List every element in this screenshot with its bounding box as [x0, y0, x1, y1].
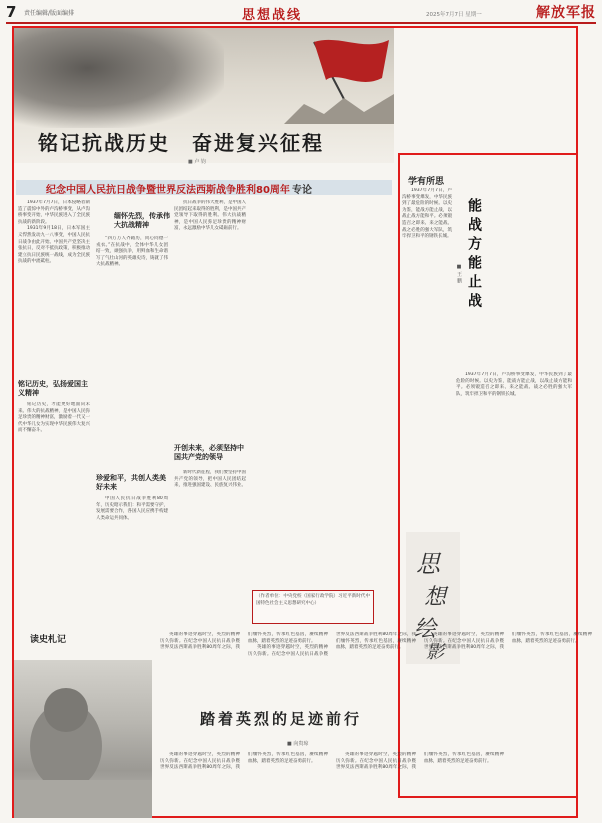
paragraph: 1937年7月7日，卢沟桥事变爆发，中华民族到了最危险的时候。以史为鉴，能战方能止战，以战止战方能和平。必须锻造召之即来、来之能战、战之必胜的强大军队，筑牢捍卫和平的钢铁长城。 [456, 372, 572, 397]
paragraph: 1937年7月7日，日本侵略者制造了震惊中外的卢沟桥事变，从卢沟桥事变开始，中华民族进入了全民族抗战的新阶段。 [18, 200, 90, 225]
battle-scene [14, 28, 224, 128]
page-number: 7 [6, 3, 17, 21]
lower-title: 踏着英烈的足迹前行 [200, 710, 363, 728]
paragraph: 英雄的事迹穿越时空，英烈的精神历久弥新。在纪念中国人民抗日战争暨世界反法西斯战争胜利80周年之际，我们缅怀英烈，传承红色基因，赓续精神血脉，踏着英烈的足迹奋勇前行。 [160, 752, 328, 771]
paragraph: 1931年9月18日，日本军国主义悍然发动九一八事变，中国人民抗日战争由此开始。中国共产党坚决主张抗日，反对不抵抗政策，积极推动建立抗日民族统一战线，成为全民族抗战的中流砥柱。 [18, 226, 90, 265]
lower-article-bottom [160, 752, 592, 818]
stone-lion-photo [14, 660, 152, 818]
section-subhead: 珍爱和平，共创人类美好未来 [96, 474, 166, 491]
paragraph: “四万万人齐蹈厉，同心同德一戎衣。”在抗战中，全体中华儿女团结一致，顽强抗争，用鲜血和生命谱写了气壮山河的英雄史诗，铸就了伟大抗战精神。 [96, 236, 168, 268]
calligraphy-char: 思 [416, 550, 440, 578]
right-column-label: 学有所思 [408, 177, 445, 187]
hero-title: 铭记抗战历史 奋进复兴征程 [38, 131, 324, 155]
issue-date: 2025年7月7日 星期一 [426, 12, 482, 18]
paragraph: 中国人民抗日战争胜利80周年，历史昭示我们：和平需要守护，发展需要合作，各国人民应携手构建人类命运共同体。 [96, 496, 168, 521]
paragraph: 铭记历史，才能更好地面向未来。伟大的抗战精神，是中国人民弥足珍贵的精神财富，激励着一代又一代中华儿女为实现中华民族伟大复兴而不懈奋斗。 [18, 402, 90, 434]
paragraph: 英雄的事迹穿越时空，英烈的精神历久弥新。在纪念中国人民抗日战争暨世界反法西斯战争胜利80周年之际，我们缅怀英烈，传承红色基因，赓续精神血脉，踏着英烈的足迹奋勇前行。 [424, 632, 592, 651]
paragraph: 抗日战争的伟大胜利，是中国人民团结起来取得的胜利，是中国共产党领导下取得的胜利。伟大抗战精神，是中国人民弥足珍贵的精神财富，永远激励中华儿女砥砺前行。 [174, 200, 246, 232]
paragraph: 英雄的事迹穿越时空，英烈的精神历久弥新。在纪念中国人民抗日战争暨世界反法西斯战争胜利80周年之际，我们缅怀英烈，传承红色基因，赓续精神血脉，踏着英烈的足迹奋勇前行。 [248, 632, 416, 657]
article-column-3 [174, 200, 246, 440]
article-column-1 [18, 200, 90, 372]
topic-banner [16, 180, 392, 195]
banner-tag: 专论 [292, 185, 312, 196]
right-column-text [402, 188, 452, 518]
calligraphy-char: 想 [424, 585, 447, 610]
section-title: 思想战线 [242, 8, 303, 23]
lower-section-label: 读史札记 [30, 635, 67, 645]
author-note: （作者单位：中央党校（国家行政学院）习近平新时代中国特色社会主义思想研究中心） [256, 594, 370, 606]
paragraph: 英雄的事迹穿越时空，英烈的精神历久弥新。在纪念中国人民抗日战争暨世界反法西斯战争胜利80周年之际，我们缅怀英烈，传承红色基因，赓续精神血脉，踏着英烈的足迹奋勇前行。 [336, 752, 504, 771]
right-column-text-cont [456, 372, 572, 792]
lower-byline: ■ 向贵琼 [287, 741, 309, 747]
section-subhead: 开创未来，必须坚持中国共产党的领导 [174, 444, 244, 461]
flag-icon [284, 34, 394, 124]
paragraph: 英雄的事迹穿越时空，英烈的精神历久弥新。在纪念中国人民抗日战争暨世界反法西斯战争胜利80周年之际，我们缅怀英烈，传承红色基因，赓续精神血脉，踏着英烈的足迹奋勇前行。 [160, 632, 328, 651]
right-column-author: ■ 王 鹏 [456, 264, 462, 284]
right-column-title: 能战方能止战 [466, 198, 482, 312]
lower-article-top [160, 632, 592, 700]
calligraphy-char: 影 [426, 642, 444, 663]
hero-byline: ■ 卢 钧 [188, 159, 206, 165]
page-header [6, 4, 596, 24]
section-subhead: 缅怀先烈，传承伟大抗战精神 [114, 212, 170, 229]
editor-line: 责任编辑/版面编排 [24, 10, 75, 17]
article-column-2 [96, 236, 168, 470]
author-note-box [252, 590, 374, 624]
calligraphy-char: 绘 [414, 617, 437, 642]
banner-text: 纪念中国人民抗日战争暨世界反法西斯战争胜利80周年 [46, 185, 290, 196]
paragraph: 新时代新征程，我们要坚持中国共产党的领导，把中国人民团结起来，推进强国建设、民族复兴伟业。 [174, 470, 246, 489]
newspaper-logo: 解放军报 [536, 5, 596, 21]
section-subhead: 铭记历史，弘扬爱国主义精神 [18, 380, 88, 397]
paragraph: 1937年7月7日，卢沟桥事变爆发，中华民族到了最危险的时候。以史为鉴，能战方能止战，以战止战方能和平。必须锻造召之即来、来之能战、战之必胜的强大军队，筑牢捍卫和平的钢铁长城。 [402, 188, 452, 240]
stone-lion-icon [14, 660, 152, 818]
